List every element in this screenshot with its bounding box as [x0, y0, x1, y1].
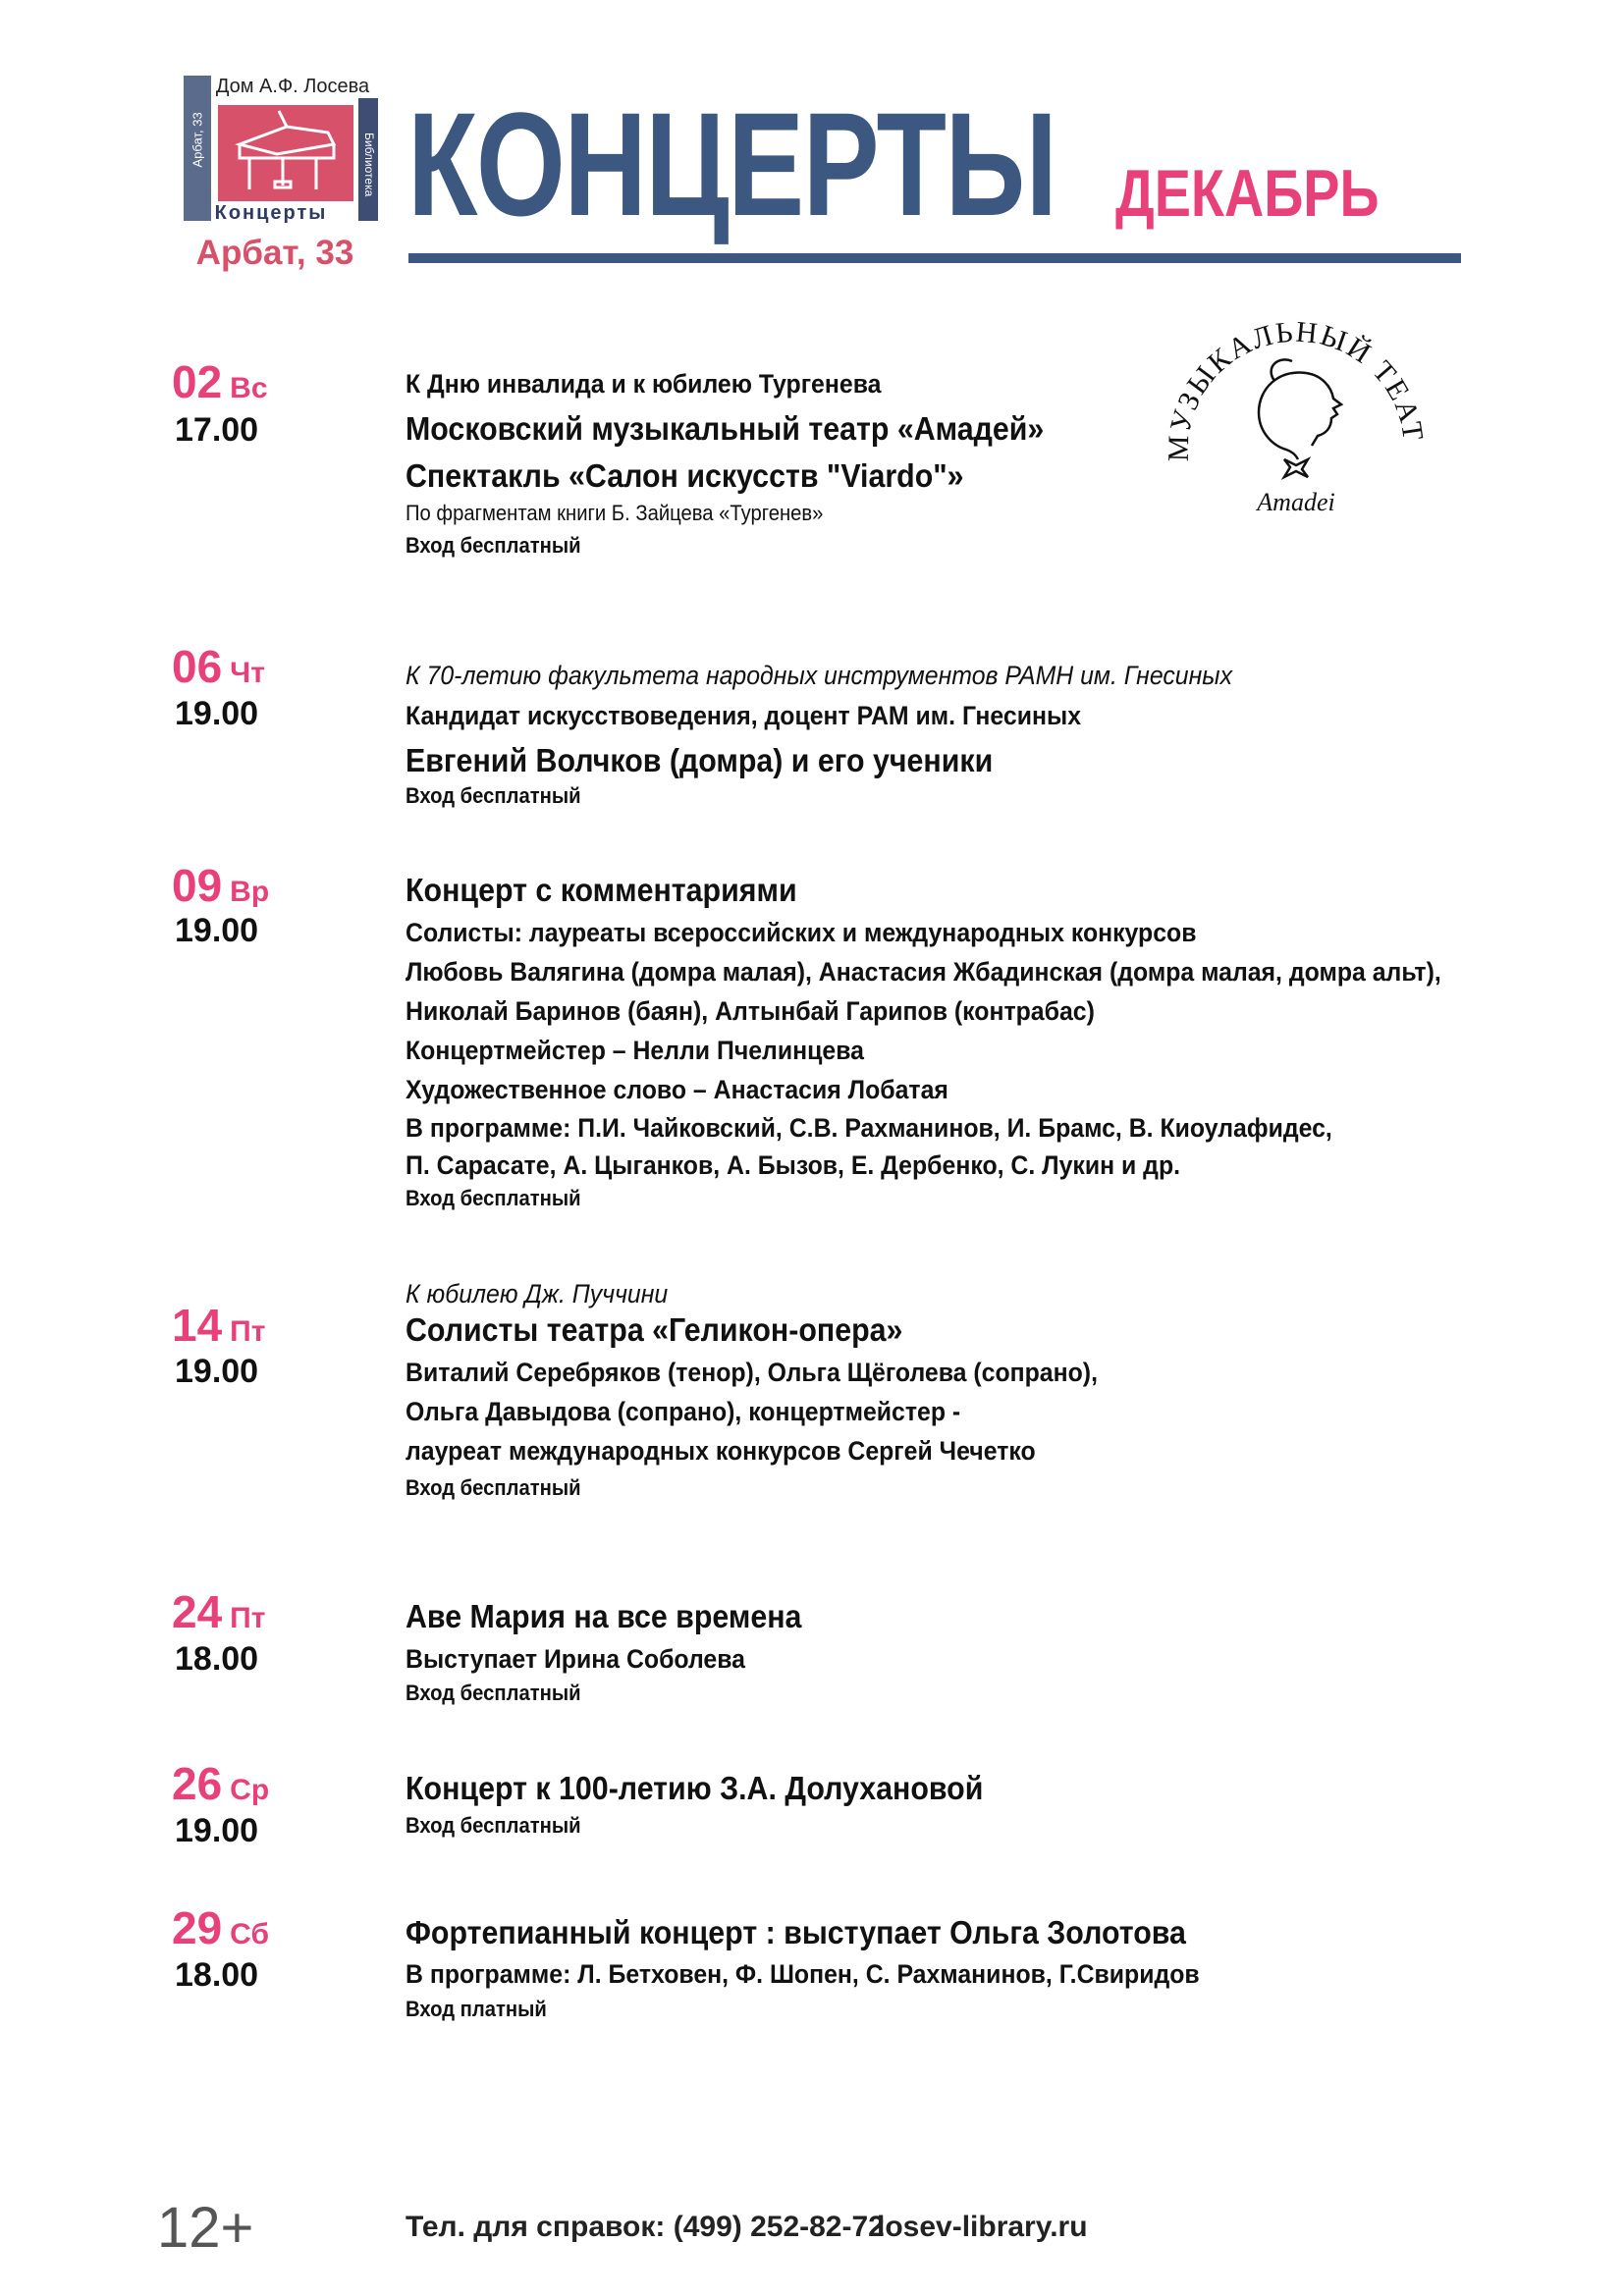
event-line: В программе: П.И. Чайковский, С.В. Рахманинов, И. Брамс, В. Киоулафидес,	[406, 1113, 1332, 1143]
event-line: Аве Мария на все времена	[406, 1598, 802, 1634]
event-time: 19.00	[175, 1353, 259, 1390]
event-line: лауреат международных конкурсов Сергей Чечетко	[406, 1436, 1036, 1466]
theatre-logo	[1149, 302, 1443, 538]
theatre-logo-signature: Amadei	[1257, 488, 1335, 516]
event-line: Вход бесплатный	[406, 1813, 581, 1838]
website-link[interactable]: losev-library.ru	[877, 2211, 1088, 2243]
event-line: Вход бесплатный	[406, 1681, 581, 1705]
event-line: Вход бесплатный	[406, 783, 581, 808]
event-line: К 70-летию факультета народных инструментов РАМН им. Гнесиных	[406, 661, 1233, 690]
event-line: Вход платный	[406, 1997, 547, 2021]
event-line: Солисты театра «Геликон-опера»	[406, 1311, 903, 1348]
event-line: Концерт с комментариями	[406, 872, 797, 908]
page-title: КОНЦЕРТЫ	[407, 81, 1056, 246]
event-line: Вход бесплатный	[406, 1186, 581, 1210]
event-line: Концертмейстер – Нелли Пчелинцева	[406, 1036, 864, 1065]
event-line: Виталий Серебряков (тенор), Ольга Щёголева (сопрано),	[406, 1358, 1098, 1387]
logo-bottom-text: Концерты	[214, 202, 328, 224]
event-line: Николай Баринов (баян), Алтынбай Гарипов (контрабас)	[406, 996, 1095, 1026]
event-line: К юбилею Дж. Пуччини	[406, 1279, 669, 1308]
logo-top-text: Дом А.Ф. Лосева	[215, 76, 370, 97]
event-line: П. Сарасате, А. Цыганков, А. Бызов, Е. Дербенко, С. Лукин и др.	[406, 1150, 1181, 1180]
event-date: 09 Вр	[172, 860, 270, 911]
logo-side-right-text: Библиотека	[362, 133, 376, 197]
event-line: Вход бесплатный	[406, 533, 581, 558]
piano-icon	[218, 105, 353, 201]
event-line: Кандидат искусствоведения, доцент РАМ им. Гнесиных	[406, 701, 1082, 730]
event-date: 14 Пт	[172, 1300, 266, 1351]
theatre-logo-arc-text: МУЗЫКАЛЬНЫЙ ТЕАТ	[1162, 315, 1430, 462]
event-time: 18.00	[175, 1956, 259, 1994]
phone-info: Тел. для справок: (499) 252-82-72	[406, 2211, 885, 2243]
event-line: Концерт к 100-летию З.А. Долухановой	[406, 1770, 984, 1806]
event-date: 26 Ср	[172, 1758, 270, 1809]
event-line: По фрагментам книги Б. Зайцева «Тургенев»	[406, 501, 824, 525]
event-time: 19.00	[175, 1812, 259, 1849]
event-time: 18.00	[175, 1640, 259, 1678]
event-time: 19.00	[175, 695, 259, 732]
age-rating: 12+	[157, 2196, 254, 2260]
event-line: Ольга Давыдова (сопрано), концертмейстер -	[406, 1397, 961, 1426]
event-date: 24 Пт	[172, 1586, 266, 1637]
address: Арбат, 33	[195, 234, 354, 272]
event-line: Фортепианный концерт : выступает Ольга Золотова	[406, 1914, 1186, 1950]
event-date: 02 Вс	[172, 356, 268, 407]
event-time: 19.00	[175, 912, 259, 949]
title-underline	[408, 253, 1461, 263]
event-line: К Дню инвалида и к юбилею Тургенева	[406, 369, 882, 399]
event-line: Любовь Валягина (домра малая), Анастасия Жбадинская (домра малая, домра альт),	[406, 957, 1441, 987]
event-date: 06 Чт	[172, 641, 265, 692]
event-line: Вход бесплатный	[406, 1475, 581, 1500]
event-line: Солисты: лауреаты всероссийских и международных конкурсов	[406, 918, 1197, 947]
event-line: В программе: Л. Бетховен, Ф. Шопен, С. Рахманинов, Г.Свиридов	[406, 1959, 1200, 1989]
logo-side-left-text: Арбат, 33	[189, 112, 205, 168]
event-line: Евгений Волчков (домра) и его ученики	[406, 742, 994, 778]
event-line: Художественное слово – Анастасия Лобатая	[406, 1075, 948, 1104]
month-label: ДЕКАБРЬ	[1115, 156, 1380, 231]
event-line: Спектакль «Салон искусств "Viardo"»	[406, 457, 964, 494]
event-line: Московский музыкальный театр «Амадей»	[406, 410, 1045, 447]
svg-text:МУЗЫКАЛЬНЫЙ ТЕАТР	[1149, 302, 1430, 461]
event-time: 17.00	[175, 411, 259, 449]
silhouette-icon	[1259, 359, 1341, 477]
event-date: 29 Сб	[172, 1902, 269, 1953]
event-line: Выступает Ирина Соболева	[406, 1644, 745, 1674]
